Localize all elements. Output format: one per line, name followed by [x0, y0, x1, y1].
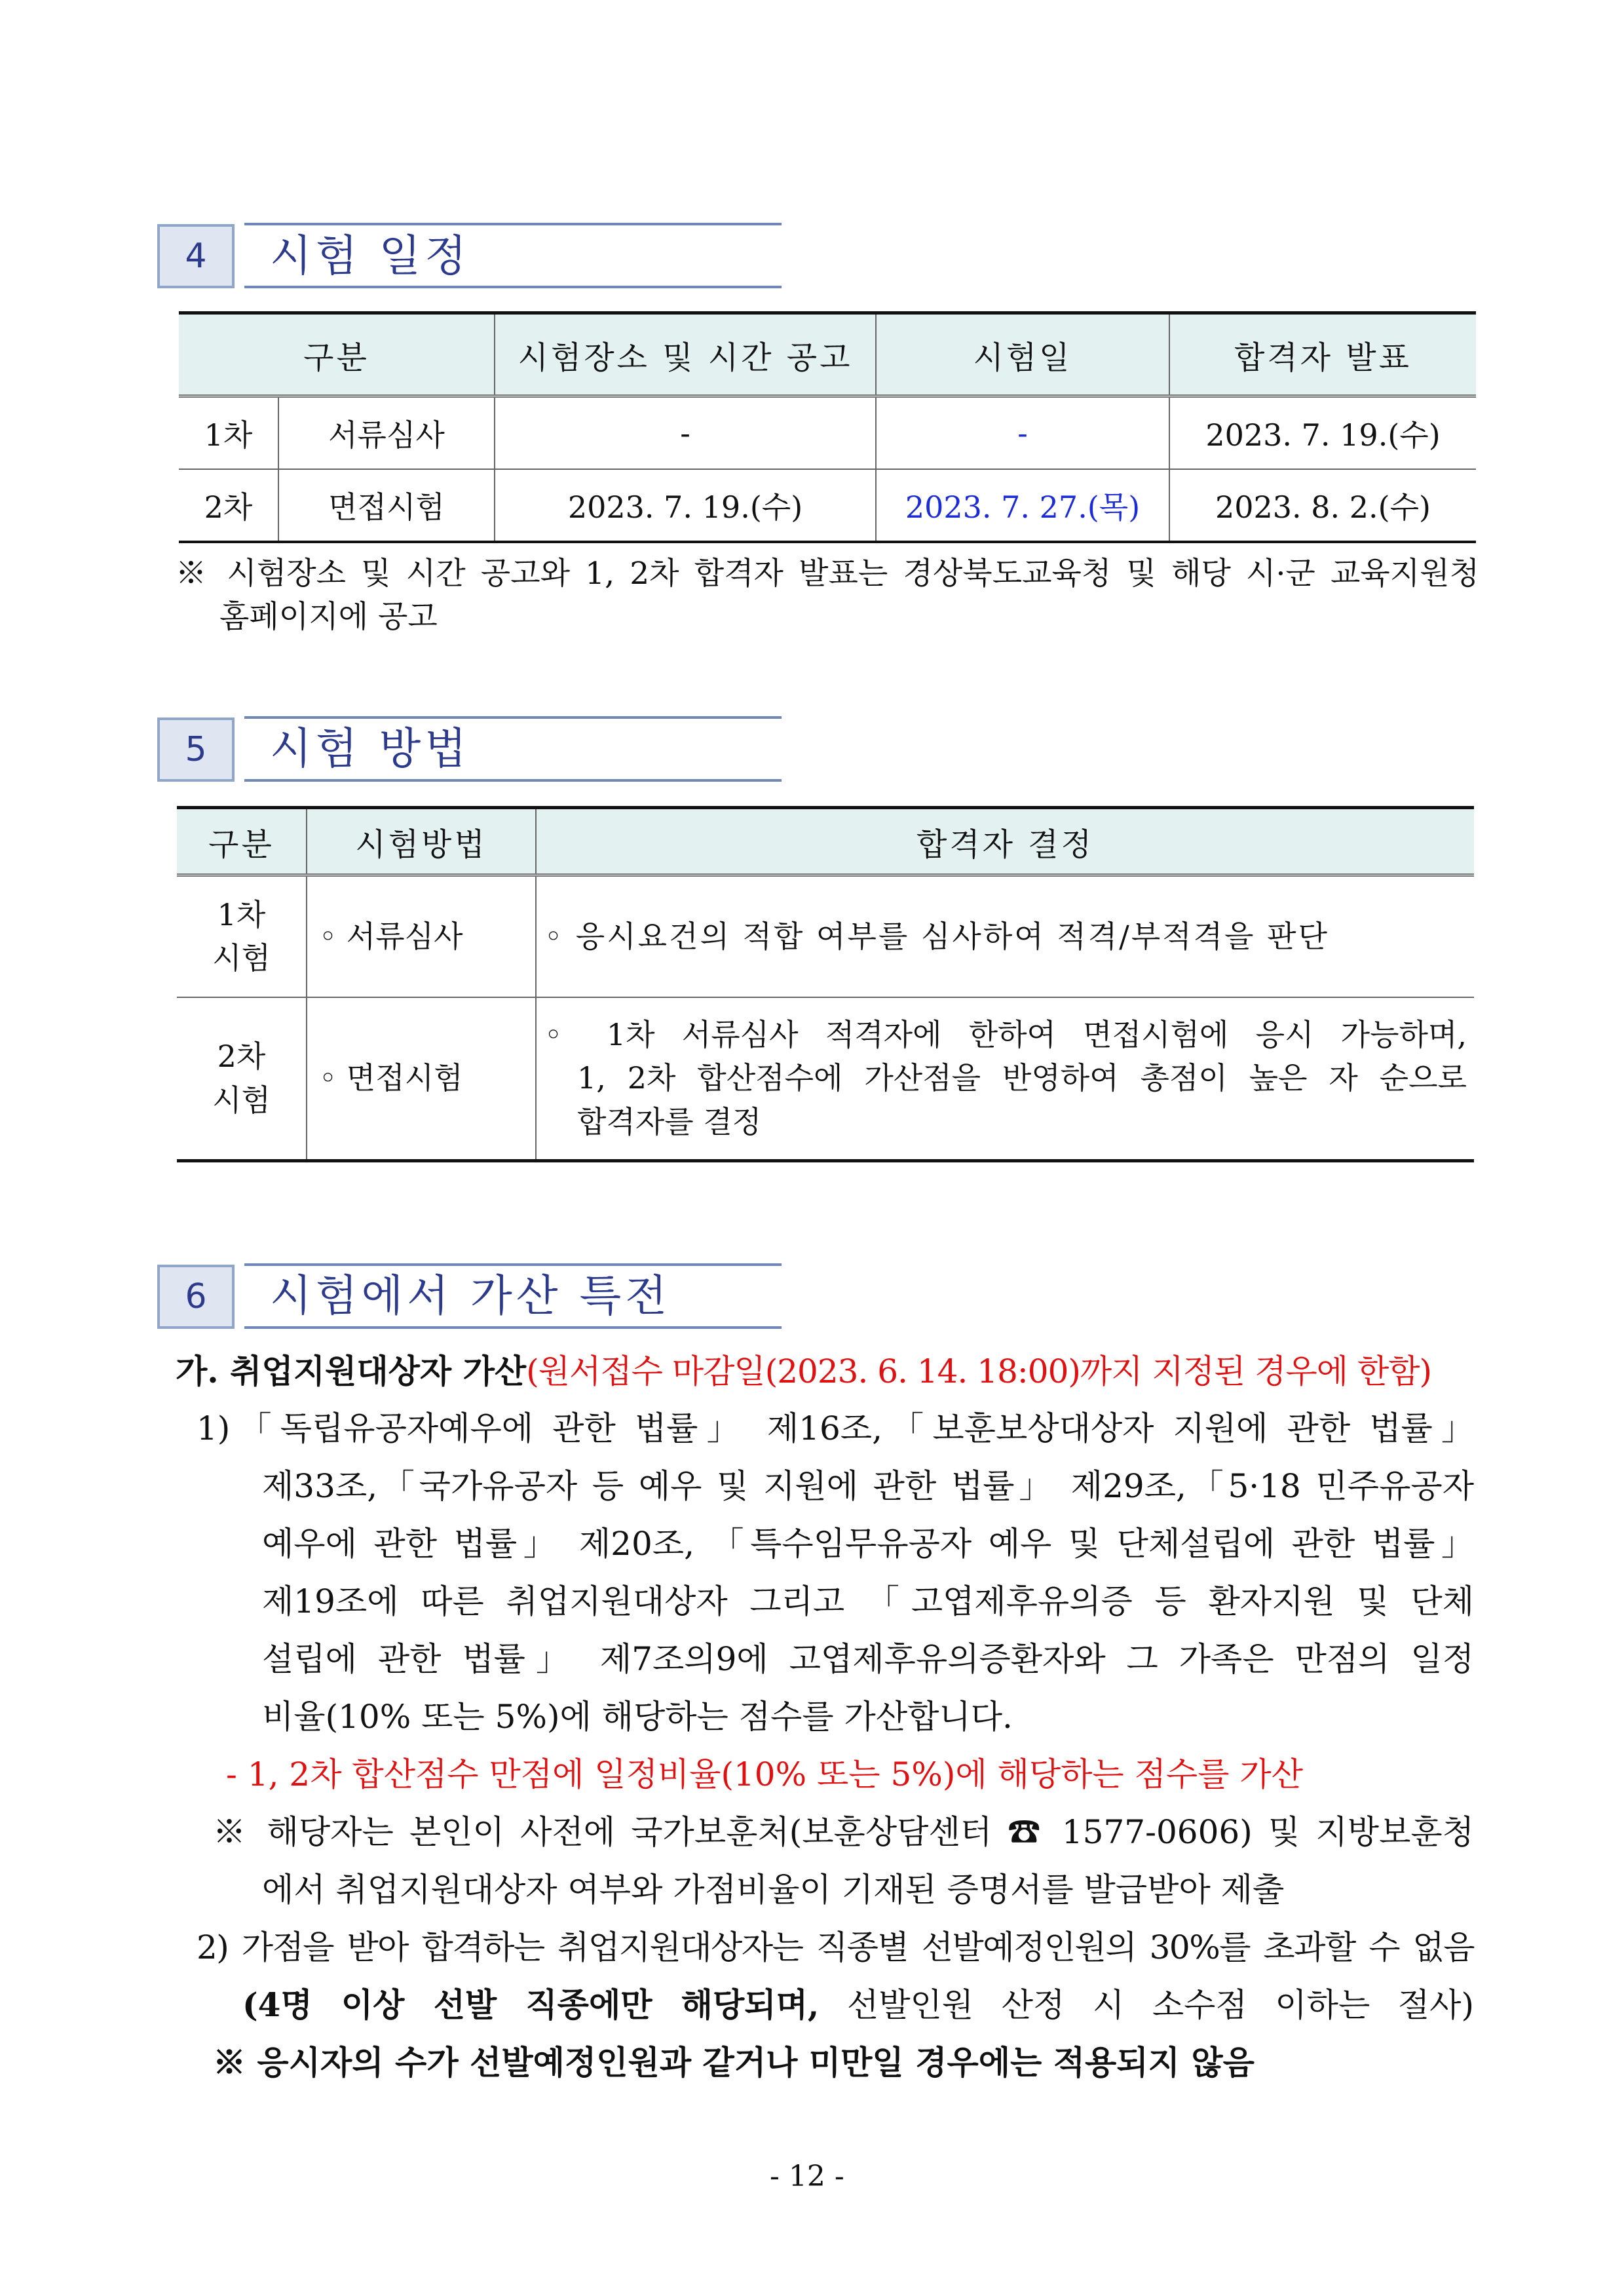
- section-6-heading: 가. 취업지원대상자 가산(원서접수 마감일(2023. 6. 14. 18:00)까지 지정된 경우에 한함): [176, 1352, 1432, 1390]
- round-cell: 1차: [179, 396, 278, 470]
- section-6-top-line: [244, 1263, 782, 1266]
- section-4-number: 4: [157, 224, 235, 288]
- type-cell: 서류심사: [278, 396, 495, 470]
- method-cell: ◦ 면접시험: [307, 997, 536, 1161]
- notice-cell: -: [495, 396, 876, 470]
- item-1-line-6: 비율(10% 또는 5%)에 해당하는 점수를 가산합니다.: [262, 1698, 1013, 1736]
- exam-method-table: [177, 806, 1474, 1162]
- type-cell: 면접시험: [278, 469, 495, 542]
- section-6-bottom-line: [244, 1326, 782, 1329]
- section-6-title: 시험에서 가산 특전: [270, 1271, 671, 1321]
- section-4-bottom-line: [244, 286, 782, 288]
- section-5-number: 5: [157, 718, 235, 782]
- item-1-line-3: 예우에 관한 법률」 제20조, 「특수임무유공자 예우 및 단체설립에 관한 법률」: [262, 1525, 1474, 1563]
- round-cell: 2차 시험: [177, 997, 307, 1161]
- header-decision: 합격자 결정: [536, 808, 1474, 875]
- table-header-row: [177, 808, 1474, 875]
- table-row: [177, 997, 1474, 1161]
- result-cell: 2023. 8. 2.(수): [1169, 469, 1476, 542]
- item-1-line-4: 제19조에 따른 취업지원대상자 그리고 「고엽제후유의증 등 환자지원 및 단체: [262, 1582, 1474, 1620]
- section-4-note-line-2: 홈페이지에 공고: [219, 599, 438, 635]
- round-cell: 1차 시험: [177, 875, 307, 997]
- header-notice: 시험장소 및 시간 공고: [495, 313, 876, 396]
- header-exam-date: 시험일: [876, 313, 1169, 396]
- table-row: [179, 469, 1476, 542]
- item-2-line-1: 2) 가점을 받아 합격하는 취업지원대상자는 직종별 선발예정인원의 30%를 초과할 수 없음: [197, 1928, 1474, 1966]
- item-1-line-5: 설립에 관한 법률」 제7조의9에 고엽제후유의증환자와 그 가족은 만점의 일정: [262, 1640, 1474, 1678]
- item-1-red-note: - 1, 2차 합산점수 만점에 일정비율(10% 또는 5%)에 해당하는 점수를 가산: [226, 1755, 1304, 1793]
- note-2: ※ 응시자의 수가 선발예정인원과 같거나 미만일 경우에는 적용되지 않음: [213, 2043, 1255, 2082]
- header-result: 합격자 발표: [1169, 313, 1476, 396]
- decision-cell: ◦ 1차 서류심사 적격자에 한하여 면접시험에 응시 가능하며, 1, 2차 합산점수에 가산점을 반영하여 총점이 높은 자 순으로 합격자를 결정: [536, 997, 1474, 1161]
- section-4-note-line-1: ※ 시험장소 및 시간 공고와 1, 2차 합격자 발표는 경상북도교육청 및 해당 시·군 교육지원청: [176, 556, 1479, 592]
- section-6-number: 6: [157, 1265, 235, 1329]
- item-2-line-2: (4명 이상 선발 직종에만 해당되며, 선발인원 산정 시 소수점 이하는 절사): [242, 1985, 1474, 2024]
- section-5-bottom-line: [244, 779, 782, 782]
- page-number: - 12 -: [770, 2160, 844, 2193]
- table-row: [177, 875, 1474, 997]
- note-1-line-2: 에서 취업지원대상자 여부와 가점비율이 기재된 증명서를 발급받아 제출: [262, 1871, 1285, 1909]
- header-method: 시험방법: [307, 808, 536, 875]
- table-header-row: [179, 313, 1476, 396]
- item-1-line-1: 1)「독립유공자예우에 관한 법률」 제16조,「보훈보상대상자 지원에 관한 법률」: [197, 1409, 1474, 1447]
- exam-date-cell: -: [876, 396, 1169, 470]
- header-category: 구분: [177, 808, 307, 875]
- section-5-title: 시험 방법: [270, 723, 471, 774]
- section-4-top-line: [244, 223, 782, 225]
- decision-cell: ◦ 응시요건의 적합 여부를 심사하여 적격/부적격을 판단: [536, 875, 1474, 997]
- table-row: [179, 396, 1476, 470]
- header-category: 구분: [179, 313, 495, 396]
- result-cell: 2023. 7. 19.(수): [1169, 396, 1476, 470]
- notice-cell: 2023. 7. 19.(수): [495, 469, 876, 542]
- method-cell: ◦ 서류심사: [307, 875, 536, 997]
- exam-schedule-table: [179, 311, 1476, 543]
- note-1-line-1: ※ 해당자는 본인이 사전에 국가보훈처(보훈상담센터 ☎ 1577-0606) 및 지방보훈청: [213, 1813, 1474, 1851]
- item-1-line-2: 제33조,「국가유공자 등 예우 및 지원에 관한 법률」 제29조,「5·18 민주유공자: [262, 1467, 1474, 1505]
- exam-date-cell: 2023. 7. 27.(목): [876, 469, 1169, 542]
- section-5-top-line: [244, 716, 782, 719]
- round-cell: 2차: [179, 469, 278, 542]
- section-4-title: 시험 일정: [270, 231, 471, 281]
